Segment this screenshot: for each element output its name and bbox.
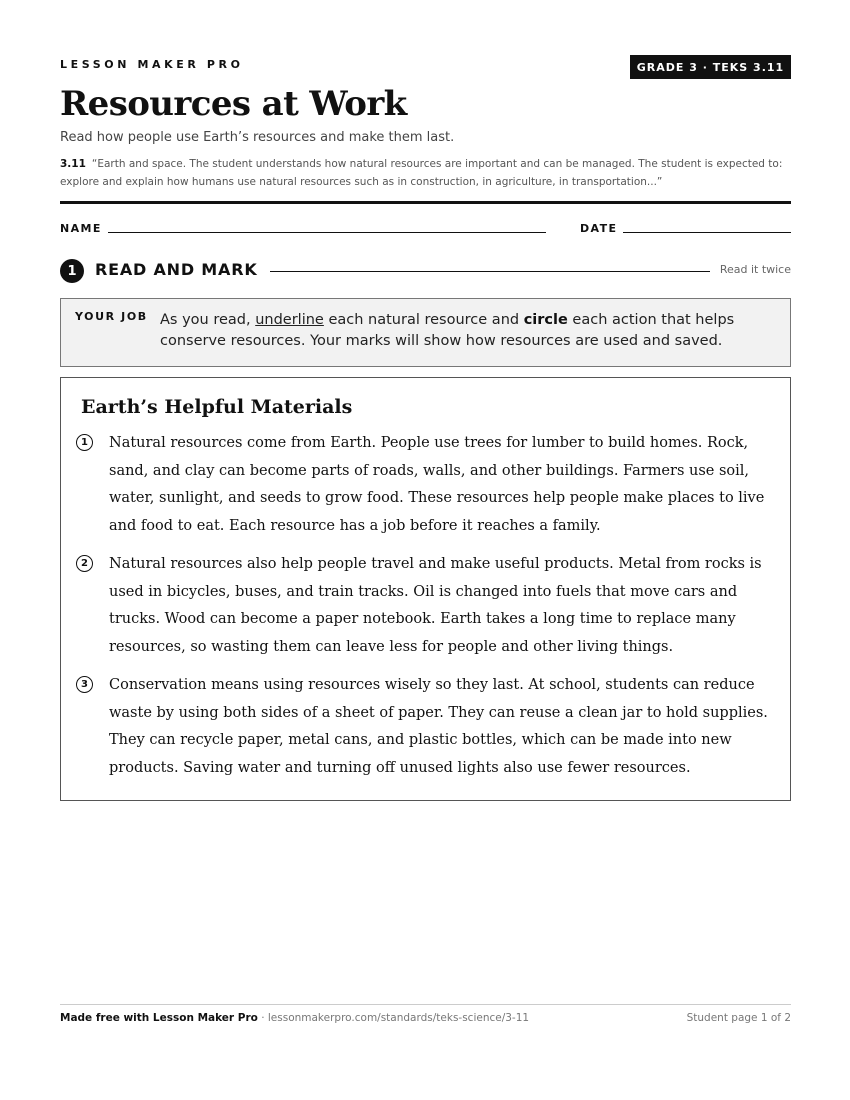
name-label: NAME — [60, 222, 102, 235]
paragraph-text: Natural resources come from Earth. People use trees for lumber to build homes. Rock, sand, and clay can become parts of roads, walls, and other buildings. Farmers use soil, water, sunlight, and seeds to grow food. These resources help people make places to live and food to eat. Each resource has a job before it reaches a family. — [109, 435, 765, 534]
footer-made-by: Made free with Lesson Maker Pro — [60, 1012, 258, 1024]
page-title: Resources at Work — [60, 84, 407, 124]
paragraph-number: 2 — [76, 555, 93, 572]
passage-heading: Earth’s Helpful Materials — [81, 396, 353, 418]
instructions-text — [160, 310, 780, 352]
footer-divider — [60, 1004, 791, 1005]
instructions-label: YOUR JOB — [75, 310, 148, 323]
section-note: Read it twice — [719, 263, 791, 276]
section-number: 1 — [60, 259, 84, 283]
header-divider — [60, 201, 791, 204]
section-title: READ AND MARK — [95, 260, 258, 279]
instructions-text-part: each natural resource and — [323, 312, 524, 328]
paragraph-number: 3 — [76, 676, 93, 693]
paragraph-number: 1 — [76, 434, 93, 451]
instructions-text-part: As you read, — [160, 312, 256, 328]
paragraph-text: Natural resources also help people travel and make useful products. Metal from rocks is used in bicycles, buses, and train tracks. Oil is changed into fuels that move cars and trucks. Wood can become a paper notebook. Earth takes a long time to replace many resources, so wasting them can leave less for people and other living things. — [109, 556, 762, 655]
name-field[interactable] — [108, 232, 546, 233]
brand-name: LESSON MAKER PRO — [60, 58, 244, 71]
page-subtitle: Read how people use Earth’s resources and make them last. — [60, 130, 455, 145]
page-indicator: Student page 1 of 2 — [686, 1012, 791, 1024]
footer-url[interactable]: · lessonmakerpro.com/standards/teks-science/3-11 — [257, 1012, 530, 1024]
underline-word: underline — [255, 312, 324, 328]
standard-code: 3.11 — [60, 158, 86, 170]
grade-badge: GRADE 3 · TEKS 3.11 — [630, 55, 791, 79]
date-field[interactable] — [623, 232, 791, 233]
paragraph-text: Conservation means using resources wisely so they last. At school, students can reduce waste by using both sides of a sheet of paper. They can reuse a clean jar to hold supplies. They can recycle paper, metal cans, and plastic bottles, which can be made into new products. Saving water and turning off unused lights also use fewer resources. — [109, 677, 768, 776]
date-label: DATE — [580, 222, 618, 235]
circle-word: circle — [523, 312, 568, 328]
footer-credit — [60, 1012, 529, 1024]
standard-description — [60, 155, 795, 191]
section-divider — [270, 271, 710, 272]
standard-text: “Earth and space. The student understands how natural resources are important and can be managed. The student is expected to: explore and explain how humans use natural resources such as in construction, in agriculture, in transportation...” — [60, 158, 783, 188]
instructions-text-part: each action that helps conserve resources. Your marks will show how resources are used and saved. — [160, 312, 735, 349]
